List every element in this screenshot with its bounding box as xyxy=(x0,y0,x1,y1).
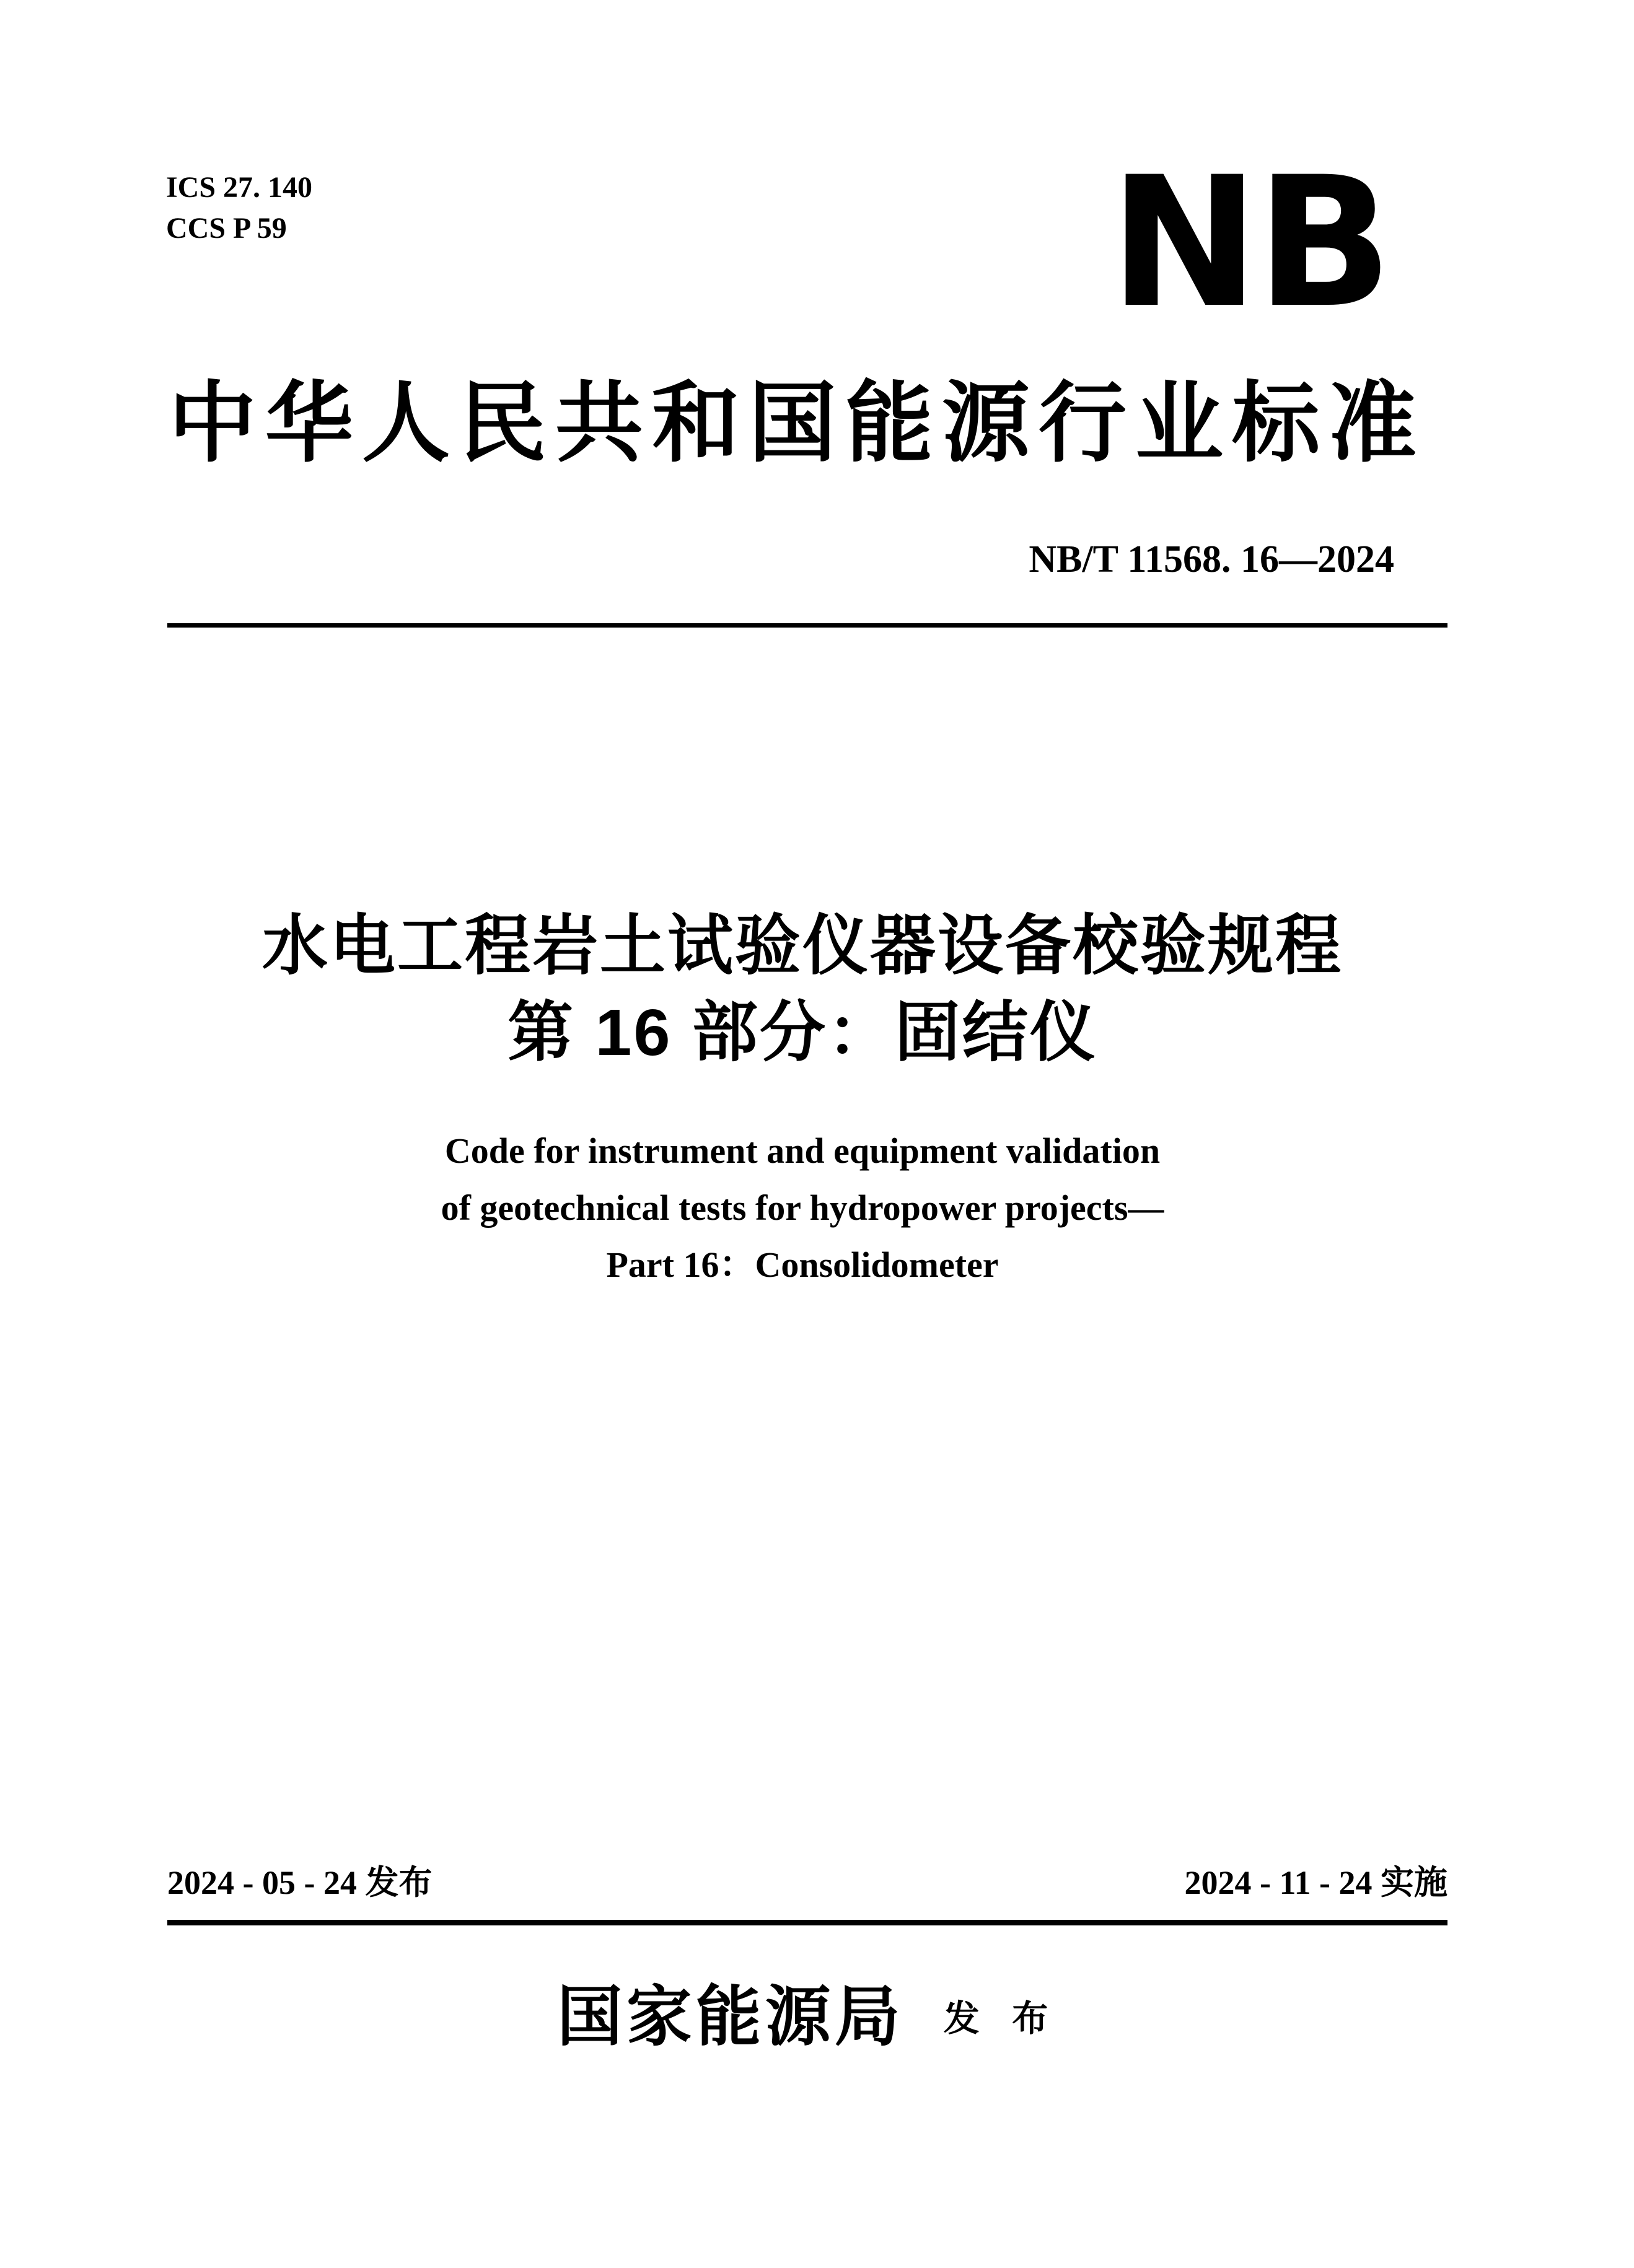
bottom-divider-rule xyxy=(167,1920,1447,1925)
title-en-line3: Part 16：Consolidometer xyxy=(606,1245,999,1285)
classification-codes xyxy=(166,167,312,249)
title-en-line1: Code for instrument and equipment validation xyxy=(444,1131,1161,1171)
standard-type-heading: 中华人民共和国能源行业标准 xyxy=(169,375,1425,473)
title-en xyxy=(0,1123,1605,1294)
title-en-line2: of geotechnical tests for hydropower projects— xyxy=(441,1188,1164,1228)
top-divider-rule xyxy=(167,623,1447,628)
issue-date: 2024 - 05 - 24 发布 xyxy=(167,1864,433,1901)
publish-action-label: 发 布 xyxy=(943,1999,1048,2039)
standard-number: NB/T 11568. 16—2024 xyxy=(1029,538,1394,580)
ics-code: ICS 27. 140 xyxy=(166,171,313,204)
publisher-row xyxy=(0,1980,1605,2056)
ccs-code: CCS P 59 xyxy=(166,212,287,245)
dates-row xyxy=(167,1866,1447,1899)
title-cn-line2: 第 16 部分：固结仪 xyxy=(507,996,1097,1069)
publisher-name: 国家能源局 xyxy=(556,1981,904,2054)
title-cn-line1: 水电工程岩土试验仪器设备校验规程 xyxy=(262,909,1343,983)
implementation-date: 2024 - 11 - 24 实施 xyxy=(1184,1864,1447,1901)
nb-logo: NB xyxy=(1109,139,1389,348)
